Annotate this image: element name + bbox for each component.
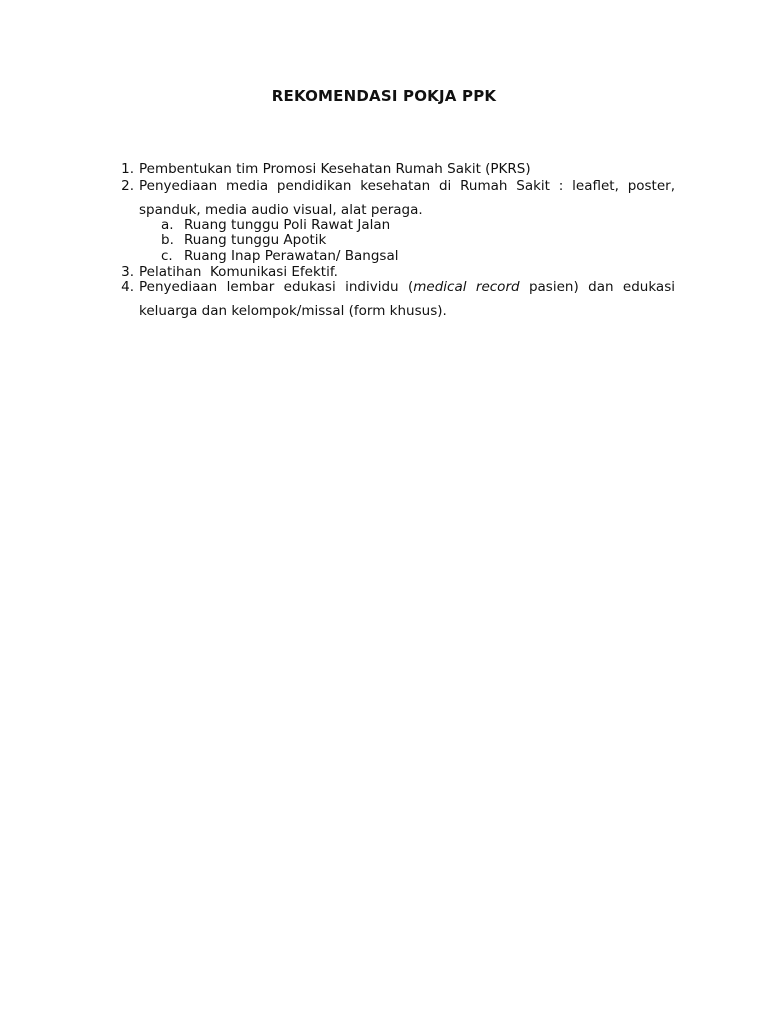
list-item-text-part: Penyediaan lembar edukasi individu ( — [139, 279, 414, 295]
sub-item-letter: b. — [161, 232, 174, 248]
sub-item-letter: c. — [161, 248, 173, 264]
list-number: 4. — [121, 279, 134, 295]
sub-item-text: Ruang Inap Perawatan/ Bangsal — [184, 248, 399, 264]
sub-item-b — [161, 232, 326, 248]
sub-item-c — [161, 248, 398, 264]
list-number: 1. — [121, 161, 134, 177]
sub-item-text: Ruang tunggu Apotik — [184, 232, 327, 248]
list-item-text — [139, 279, 675, 295]
sub-item-letter: a. — [161, 217, 174, 233]
list-item-text: Pembentukan tim Promosi Kesehatan Rumah Sakit (PKRS) — [139, 161, 531, 177]
list-item-text-part: pasien) dan edukasi — [519, 279, 675, 295]
list-item-2-continuation: spanduk, media audio visual, alat peraga. — [139, 202, 423, 218]
list-item-text: Penyediaan media pendidikan kesehatan di Rumah Sakit : leaflet, poster, — [139, 178, 675, 194]
italic-term: medical record — [413, 279, 520, 295]
list-item-4-continuation: keluarga dan kelompok/missal (form khusus). — [139, 303, 447, 319]
list-item-text: Pelatihan Komunikasi Efektif. — [139, 264, 338, 280]
document-title: REKOMENDASI POKJA PPK — [271, 87, 497, 105]
sub-item-a — [161, 217, 390, 233]
list-number: 2. — [121, 178, 134, 194]
sub-item-text: Ruang tunggu Poli Rawat Jalan — [184, 217, 391, 233]
list-number: 3. — [121, 264, 134, 280]
